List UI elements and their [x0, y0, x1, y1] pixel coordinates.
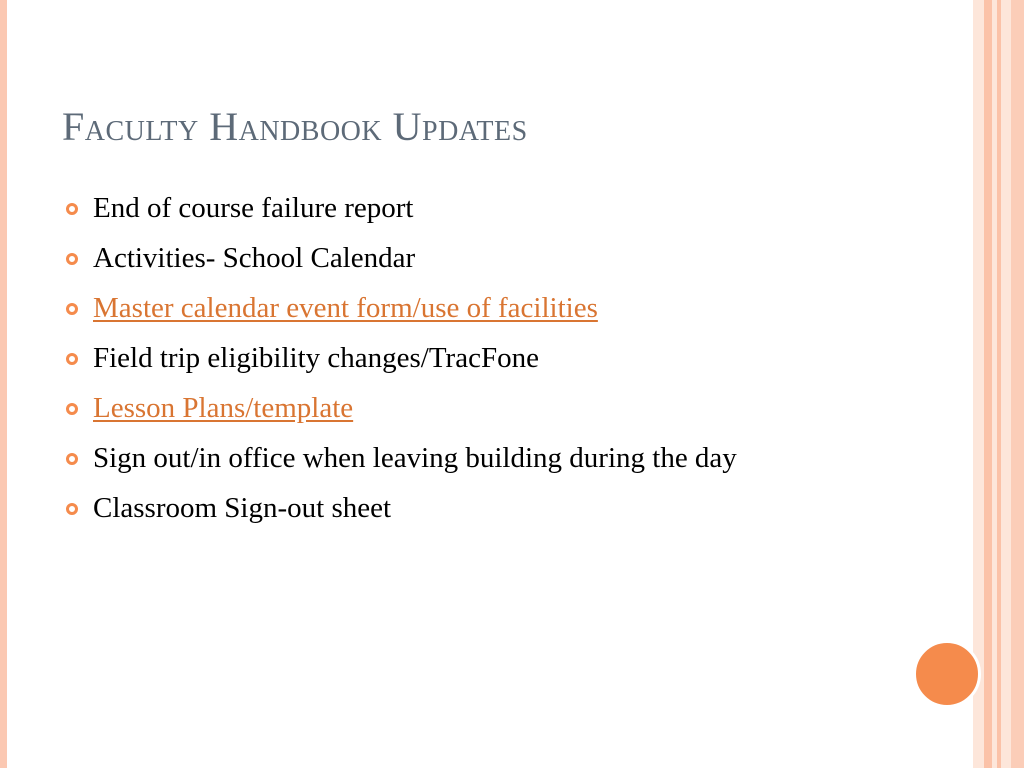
bullet-text: End of course failure report	[93, 192, 414, 224]
lesson-plans-link[interactable]: Lesson Plans/template	[93, 392, 354, 424]
bullet-item	[62, 288, 852, 328]
bullet-item	[62, 388, 852, 428]
bullet-list	[62, 188, 852, 538]
bullet-circle-icon	[66, 403, 78, 415]
decorative-stripe	[1011, 0, 1024, 768]
bullet-item	[62, 238, 852, 278]
bullet-text: Field trip eligibility changes/TracFone	[93, 342, 539, 374]
bullet-item	[62, 438, 852, 478]
decorative-stripe	[1001, 0, 1011, 768]
decorative-stripe	[984, 0, 992, 768]
bullet-item	[62, 488, 852, 528]
slide-title: Faculty Handbook Updates	[62, 104, 528, 149]
bullet-text: Classroom Sign-out sheet	[93, 492, 392, 524]
bullet-item	[62, 188, 852, 228]
slide-left-border	[0, 0, 7, 768]
decorative-stripe	[973, 0, 984, 768]
bullet-circle-icon	[66, 453, 78, 465]
bullet-circle-icon	[66, 353, 78, 365]
bullet-text: Activities- School Calendar	[93, 242, 416, 274]
bullet-circle-icon	[66, 503, 78, 515]
bullet-circle-icon	[66, 253, 78, 265]
bullet-circle-icon	[66, 203, 78, 215]
decorative-circle-icon	[913, 640, 981, 708]
bullet-item	[62, 338, 852, 378]
bullet-circle-icon	[66, 303, 78, 315]
bullet-text: Sign out/in office when leaving building during the day	[93, 442, 737, 474]
master-calendar-link[interactable]: Master calendar event form/use of facilities	[93, 292, 598, 324]
